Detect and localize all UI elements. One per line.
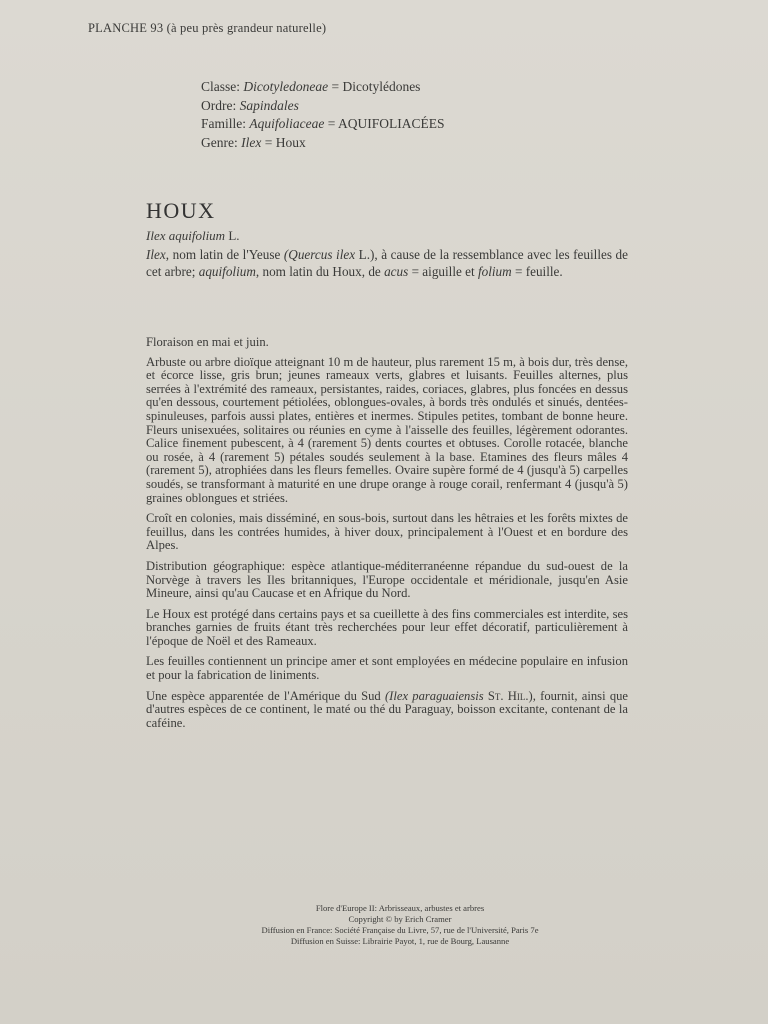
etym-text: = aiguille et xyxy=(408,264,478,279)
distribution-paragraph: Distribution géographique: espèce atlantique-méditerranéenne répandue du sud-ouest de la Norvège à travers les Iles britanniques, l'Europe occidentale et méridionale, jusqu'en Asie Mineure, ainsi qu'au Caucase et en Afrique du Nord. xyxy=(146,558,628,601)
page-title: HOUX xyxy=(146,198,216,223)
ordre-row xyxy=(201,97,444,116)
classe-french: = Dicotylédones xyxy=(328,79,421,94)
footer-distribution-suisse: Diffusion en Suisse: Librairie Payot, 1, rue de Bourg, Lausanne xyxy=(290,936,510,946)
genre-row xyxy=(201,134,444,153)
famille-row xyxy=(201,115,444,134)
etym-word: (Quercus ilex xyxy=(283,247,356,262)
etym-text: L.), à cause de la ressemblance avec les feuilles de cet arbre; xyxy=(146,247,628,279)
species-latin: Ilex aquifolium xyxy=(146,228,226,243)
genre-label: Genre: xyxy=(201,134,242,150)
ordre-latin: Sapindales xyxy=(239,97,299,113)
species-author: L. xyxy=(225,228,240,243)
classe-row xyxy=(201,78,444,97)
related-species-author: St. Hil.) xyxy=(483,688,533,703)
etym-text: , nom latin du Houx, de xyxy=(255,264,385,279)
related-text: Une espèce apparentée de l'Amérique du Sud xyxy=(146,688,385,703)
medicinal-paragraph: Les feuilles contiennent un principe amer et sont employées en médecine populaire en infusion et pour la fabrication de liniments. xyxy=(146,654,628,683)
classe-label: Classe: xyxy=(201,79,244,94)
classe-latin: Dicotyledoneae xyxy=(243,79,329,94)
related-species-paragraph xyxy=(146,690,628,731)
etym-word: acus xyxy=(384,264,409,279)
species-name xyxy=(146,228,240,244)
etym-word: Ilex xyxy=(146,247,166,262)
genre-latin: Ilex xyxy=(241,134,262,150)
footer-series: Flore d'Europe II: Arbrisseaux, arbustes et arbres xyxy=(315,903,485,913)
famille-label: Famille: xyxy=(201,116,250,131)
famille-latin: Aquifoliaceae xyxy=(249,116,325,131)
etym-text: , nom latin de l'Yeuse xyxy=(165,247,284,262)
related-species-latin: (Ilex paraguaiensis xyxy=(384,688,484,703)
footer-copyright: Copyright © by Erich Cramer xyxy=(348,914,452,924)
plate-header: PLANCHE 93 (à peu près grandeur naturelle) xyxy=(88,21,327,35)
related-text: , fournit, ainsi que d'autres espèces de ce continent, le maté ou thé du Paraguay, boisson excitante, contenant de la caféine. xyxy=(146,688,628,730)
ordre-label: Ordre: xyxy=(201,97,240,113)
famille-french: = AQUIFOLIACÉES xyxy=(324,116,445,131)
etymology-paragraph xyxy=(146,246,628,280)
etym-word: aquifolium xyxy=(198,264,256,279)
genre-french: = Houx xyxy=(261,134,306,150)
protection-paragraph: Le Houx est protégé dans certains pays et sa cueillette à des fins commerciales est interdite, ses branches garnies de fruits étant très recherchées pour leur effet décoratif, particulièrement à l'époque de Noël et des Rameaux. xyxy=(146,606,628,648)
flowering-paragraph: Floraison en mai et juin. xyxy=(146,335,269,349)
etym-word: folium xyxy=(477,264,512,279)
morphology-paragraph: Arbuste ou arbre dioïque atteignant 10 m de hauteur, plus rarement 15 m, à bois dur, très dense, et écorce lisse, gris brun; jeunes rameaux verts, glabres et luisants. Feuilles alternes, plus serrées à l'extrémité des rameaux, persistantes, raides, coriaces, glabres, plus foncées en dessus qu'en dessous, courtement pétiolées, oblongues-ovales, à bords très ondulés et sinués, dentées-spinuleuses, parfois aussi plates, entières et inermes. Stipules petites, tombant de bonne heure. Fleurs unisexuées, solitaires ou réunies en cyme à l'aisselle des feuilles, légèrement odorantes. Calice finement pubescent, à 4 (rarement 5) dents courtes et obtuses. Corolle rotacée, blanche ou rosée, à 4 (rarement 5) pétales soudés seulement à la base. Etamines des fleurs mâles 4 (rarement 5), atrophiées dans les fleurs femelles. Ovaire supère formé de 4 (jusqu'à 5) carpelles soudés, se transformant à maturité en une drupe orange à rouge corail, renfermant 4 (jusqu'à 5) graines oblongues et striées. xyxy=(146,354,628,505)
footer-distribution-france: Diffusion en France: Société Française du Livre, 57, rue de l'Université, Paris 7e xyxy=(261,925,539,935)
description-body xyxy=(146,336,628,737)
publication-footer xyxy=(250,903,550,947)
classification-block xyxy=(201,78,444,152)
habitat-paragraph: Croît en colonies, mais disséminé, en sous-bois, surtout dans les hêtraies et les forêts mixtes de feuillus, dans les contrées humides, à hiver doux, principalement à l'Ouest et en bordure des Alpes. xyxy=(146,511,628,553)
etym-text: = feuille. xyxy=(511,264,563,279)
